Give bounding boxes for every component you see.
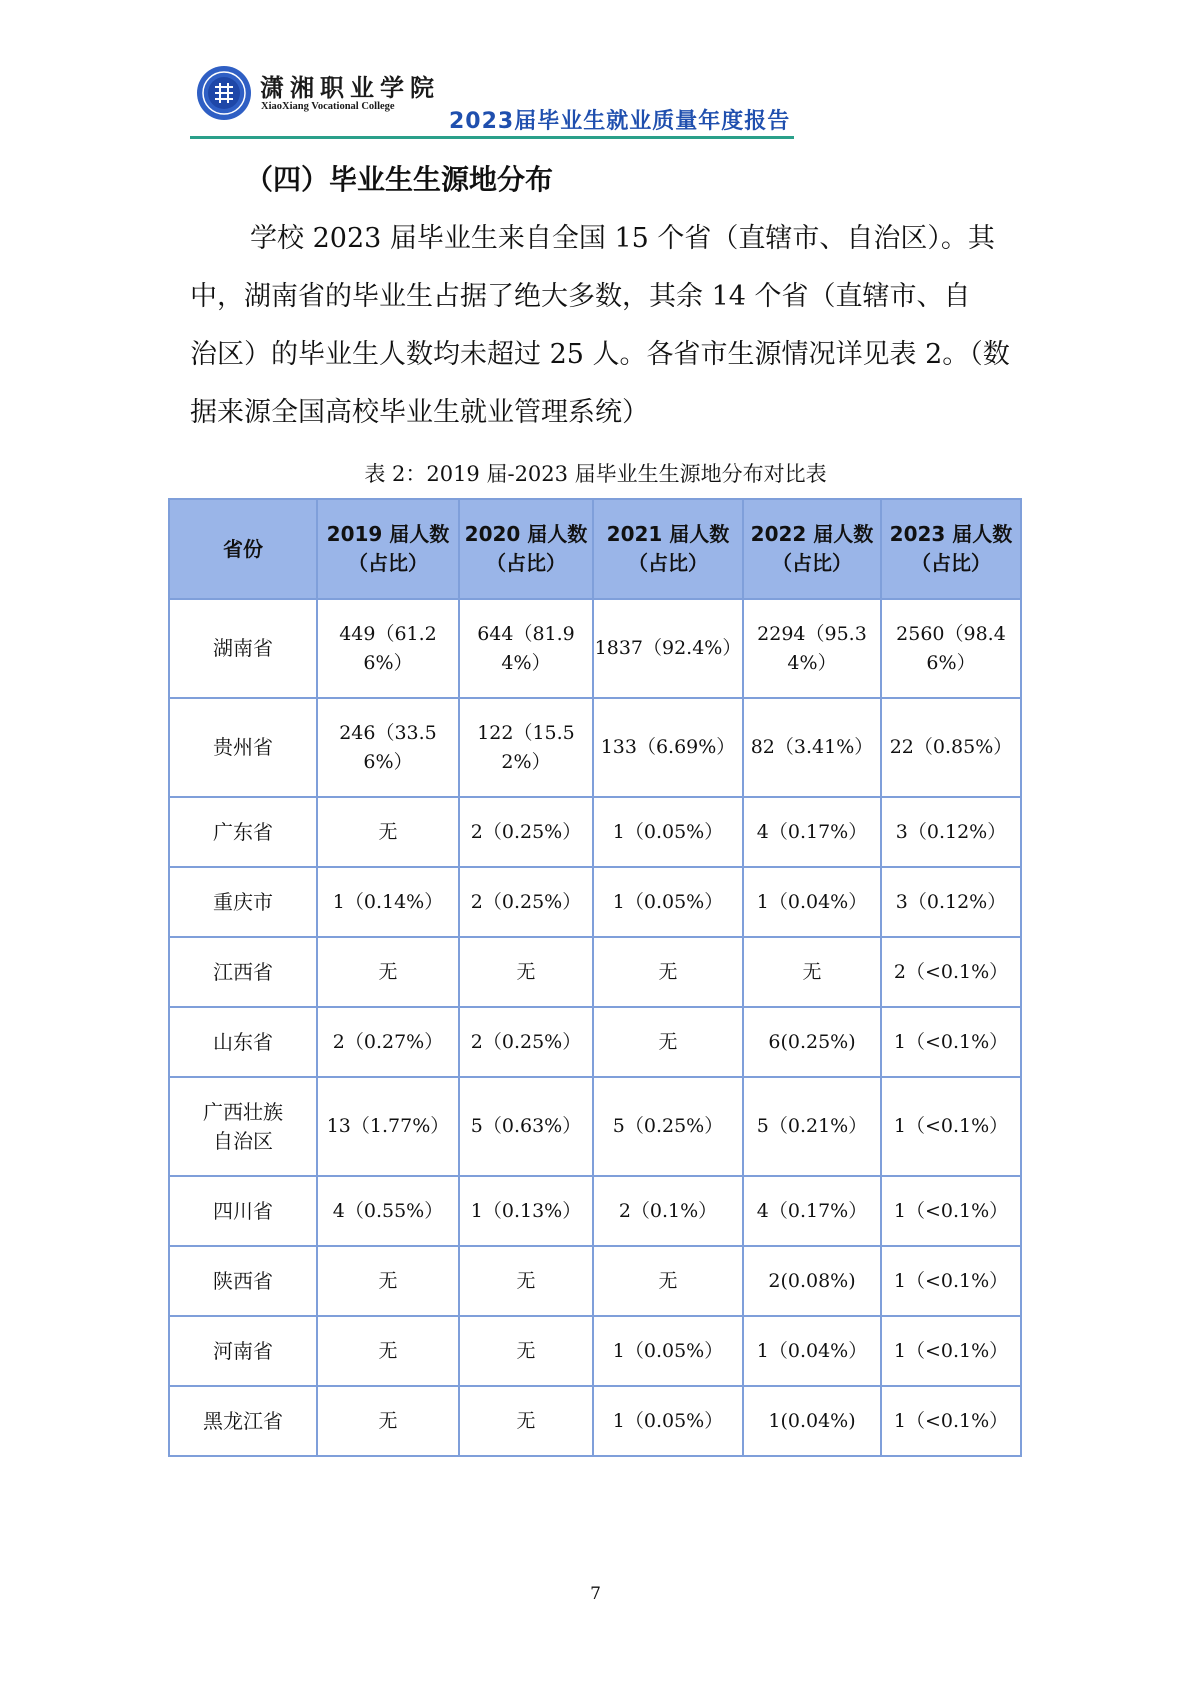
count-cell: 无 <box>317 1246 459 1316</box>
count-cell: 1（<0.1%） <box>881 1176 1021 1246</box>
count-cell: 6(0.25%) <box>743 1007 881 1077</box>
count-cell: 1(0.04%) <box>743 1386 881 1456</box>
table-row <box>169 1246 1021 1316</box>
count-cell: 1（0.05%） <box>593 1386 743 1456</box>
table-row <box>169 1007 1021 1077</box>
paragraph-line: 据来源全国高校毕业生就业管理系统） <box>190 397 649 428</box>
count-cell: 2（0.25%） <box>459 797 593 867</box>
page-number: 7 <box>590 1584 601 1604</box>
count-cell: 无 <box>743 937 881 1007</box>
province-cell: 湖南省 <box>169 599 317 698</box>
column-header-2022: 2022 届人数（占比） <box>743 499 881 599</box>
table-caption: 表 2：2019 届-2023 届毕业生生源地分布对比表 <box>364 462 827 486</box>
count-cell: 1（<0.1%） <box>881 1246 1021 1316</box>
count-cell: 2560（98.46%） <box>881 599 1021 698</box>
count-cell: 1（<0.1%） <box>881 1007 1021 1077</box>
count-cell: 无 <box>593 1246 743 1316</box>
column-header-2019: 2019 届人数（占比） <box>317 499 459 599</box>
college-seal-icon <box>196 65 252 121</box>
count-cell: 4（0.17%） <box>743 1176 881 1246</box>
column-header-2020: 2020 届人数（占比） <box>459 499 593 599</box>
count-cell: 1（0.14%） <box>317 867 459 937</box>
count-cell: 1（0.05%） <box>593 797 743 867</box>
table-row <box>169 937 1021 1007</box>
count-cell: 1（0.05%） <box>593 1316 743 1386</box>
count-cell: 449（61.26%） <box>317 599 459 698</box>
count-cell: 无 <box>459 1386 593 1456</box>
province-cell: 贵州省 <box>169 698 317 797</box>
table-row <box>169 1316 1021 1386</box>
count-cell: 644（81.94%） <box>459 599 593 698</box>
province-cell: 广东省 <box>169 797 317 867</box>
count-cell: 无 <box>317 1316 459 1386</box>
count-cell: 4（0.55%） <box>317 1176 459 1246</box>
count-cell: 5（0.25%） <box>593 1077 743 1176</box>
count-cell: 5（0.63%） <box>459 1077 593 1176</box>
count-cell: 82（3.41%） <box>743 698 881 797</box>
section-heading: （四）毕业生生源地分布 <box>245 163 554 196</box>
table-row <box>169 1386 1021 1456</box>
count-cell: 2（0.27%） <box>317 1007 459 1077</box>
count-cell: 1（<0.1%） <box>881 1077 1021 1176</box>
count-cell: 2（0.25%） <box>459 1007 593 1077</box>
table-row <box>169 797 1021 867</box>
count-cell: 122（15.52%） <box>459 698 593 797</box>
column-header-2021: 2021 届人数（占比） <box>593 499 743 599</box>
school-name-en: XiaoXiang Vocational College <box>261 101 395 112</box>
count-cell: 无 <box>459 937 593 1007</box>
count-cell: 133（6.69%） <box>593 698 743 797</box>
province-cell: 江西省 <box>169 937 317 1007</box>
count-cell: 13（1.77%） <box>317 1077 459 1176</box>
table-row <box>169 698 1021 797</box>
school-name-cn: 潇湘职业学院 <box>260 73 440 102</box>
count-cell: 1837（92.4%） <box>593 599 743 698</box>
table-row <box>169 867 1021 937</box>
body-paragraph <box>190 210 1020 442</box>
count-cell: 1（<0.1%） <box>881 1386 1021 1456</box>
count-cell: 1（<0.1%） <box>881 1316 1021 1386</box>
province-cell: 黑龙江省 <box>169 1386 317 1456</box>
count-cell: 无 <box>459 1316 593 1386</box>
table-header-row <box>169 499 1021 599</box>
count-cell: 1（0.04%） <box>743 1316 881 1386</box>
province-cell: 陕西省 <box>169 1246 317 1316</box>
count-cell: 5（0.21%） <box>743 1077 881 1176</box>
paragraph-line: 学校 2023 届毕业生来自全国 15 个省（直辖市、自治区）。其 <box>250 223 995 254</box>
province-cell: 四川省 <box>169 1176 317 1246</box>
column-header-province: 省份 <box>169 499 317 599</box>
province-cell: 山东省 <box>169 1007 317 1077</box>
count-cell: 2294（95.34%） <box>743 599 881 698</box>
province-cell: 河南省 <box>169 1316 317 1386</box>
count-cell: 无 <box>459 1246 593 1316</box>
count-cell: 4（0.17%） <box>743 797 881 867</box>
province-cell: 重庆市 <box>169 867 317 937</box>
paragraph-line: 治区）的毕业生人数均未超过 25 人。各省市生源情况详见表 2。（数 <box>190 339 1010 370</box>
paragraph-line: 中，湖南省的毕业生占据了绝大多数，其余 14 个省（直辖市、自 <box>190 281 971 312</box>
count-cell: 22（0.85%） <box>881 698 1021 797</box>
count-cell: 无 <box>593 937 743 1007</box>
table-row <box>169 1077 1021 1176</box>
count-cell: 无 <box>317 1386 459 1456</box>
table-row <box>169 1176 1021 1246</box>
count-cell: 无 <box>593 1007 743 1077</box>
table-row <box>169 599 1021 698</box>
province-cell: 广西壮族自治区 <box>169 1077 317 1176</box>
count-cell: 2(0.08%) <box>743 1246 881 1316</box>
count-cell: 2（<0.1%） <box>881 937 1021 1007</box>
page-header <box>196 60 796 140</box>
report-title: 2023届毕业生就业质量年度报告 <box>449 109 791 134</box>
count-cell: 无 <box>317 937 459 1007</box>
header-divider <box>190 136 794 139</box>
count-cell: 2（0.1%） <box>593 1176 743 1246</box>
count-cell: 3（0.12%） <box>881 797 1021 867</box>
column-header-2023: 2023 届人数（占比） <box>881 499 1021 599</box>
count-cell: 无 <box>317 797 459 867</box>
count-cell: 246（33.56%） <box>317 698 459 797</box>
count-cell: 2（0.25%） <box>459 867 593 937</box>
count-cell: 1（0.04%） <box>743 867 881 937</box>
count-cell: 1（0.05%） <box>593 867 743 937</box>
count-cell: 1（0.13%） <box>459 1176 593 1246</box>
source-distribution-table <box>168 498 1022 1457</box>
count-cell: 3（0.12%） <box>881 867 1021 937</box>
